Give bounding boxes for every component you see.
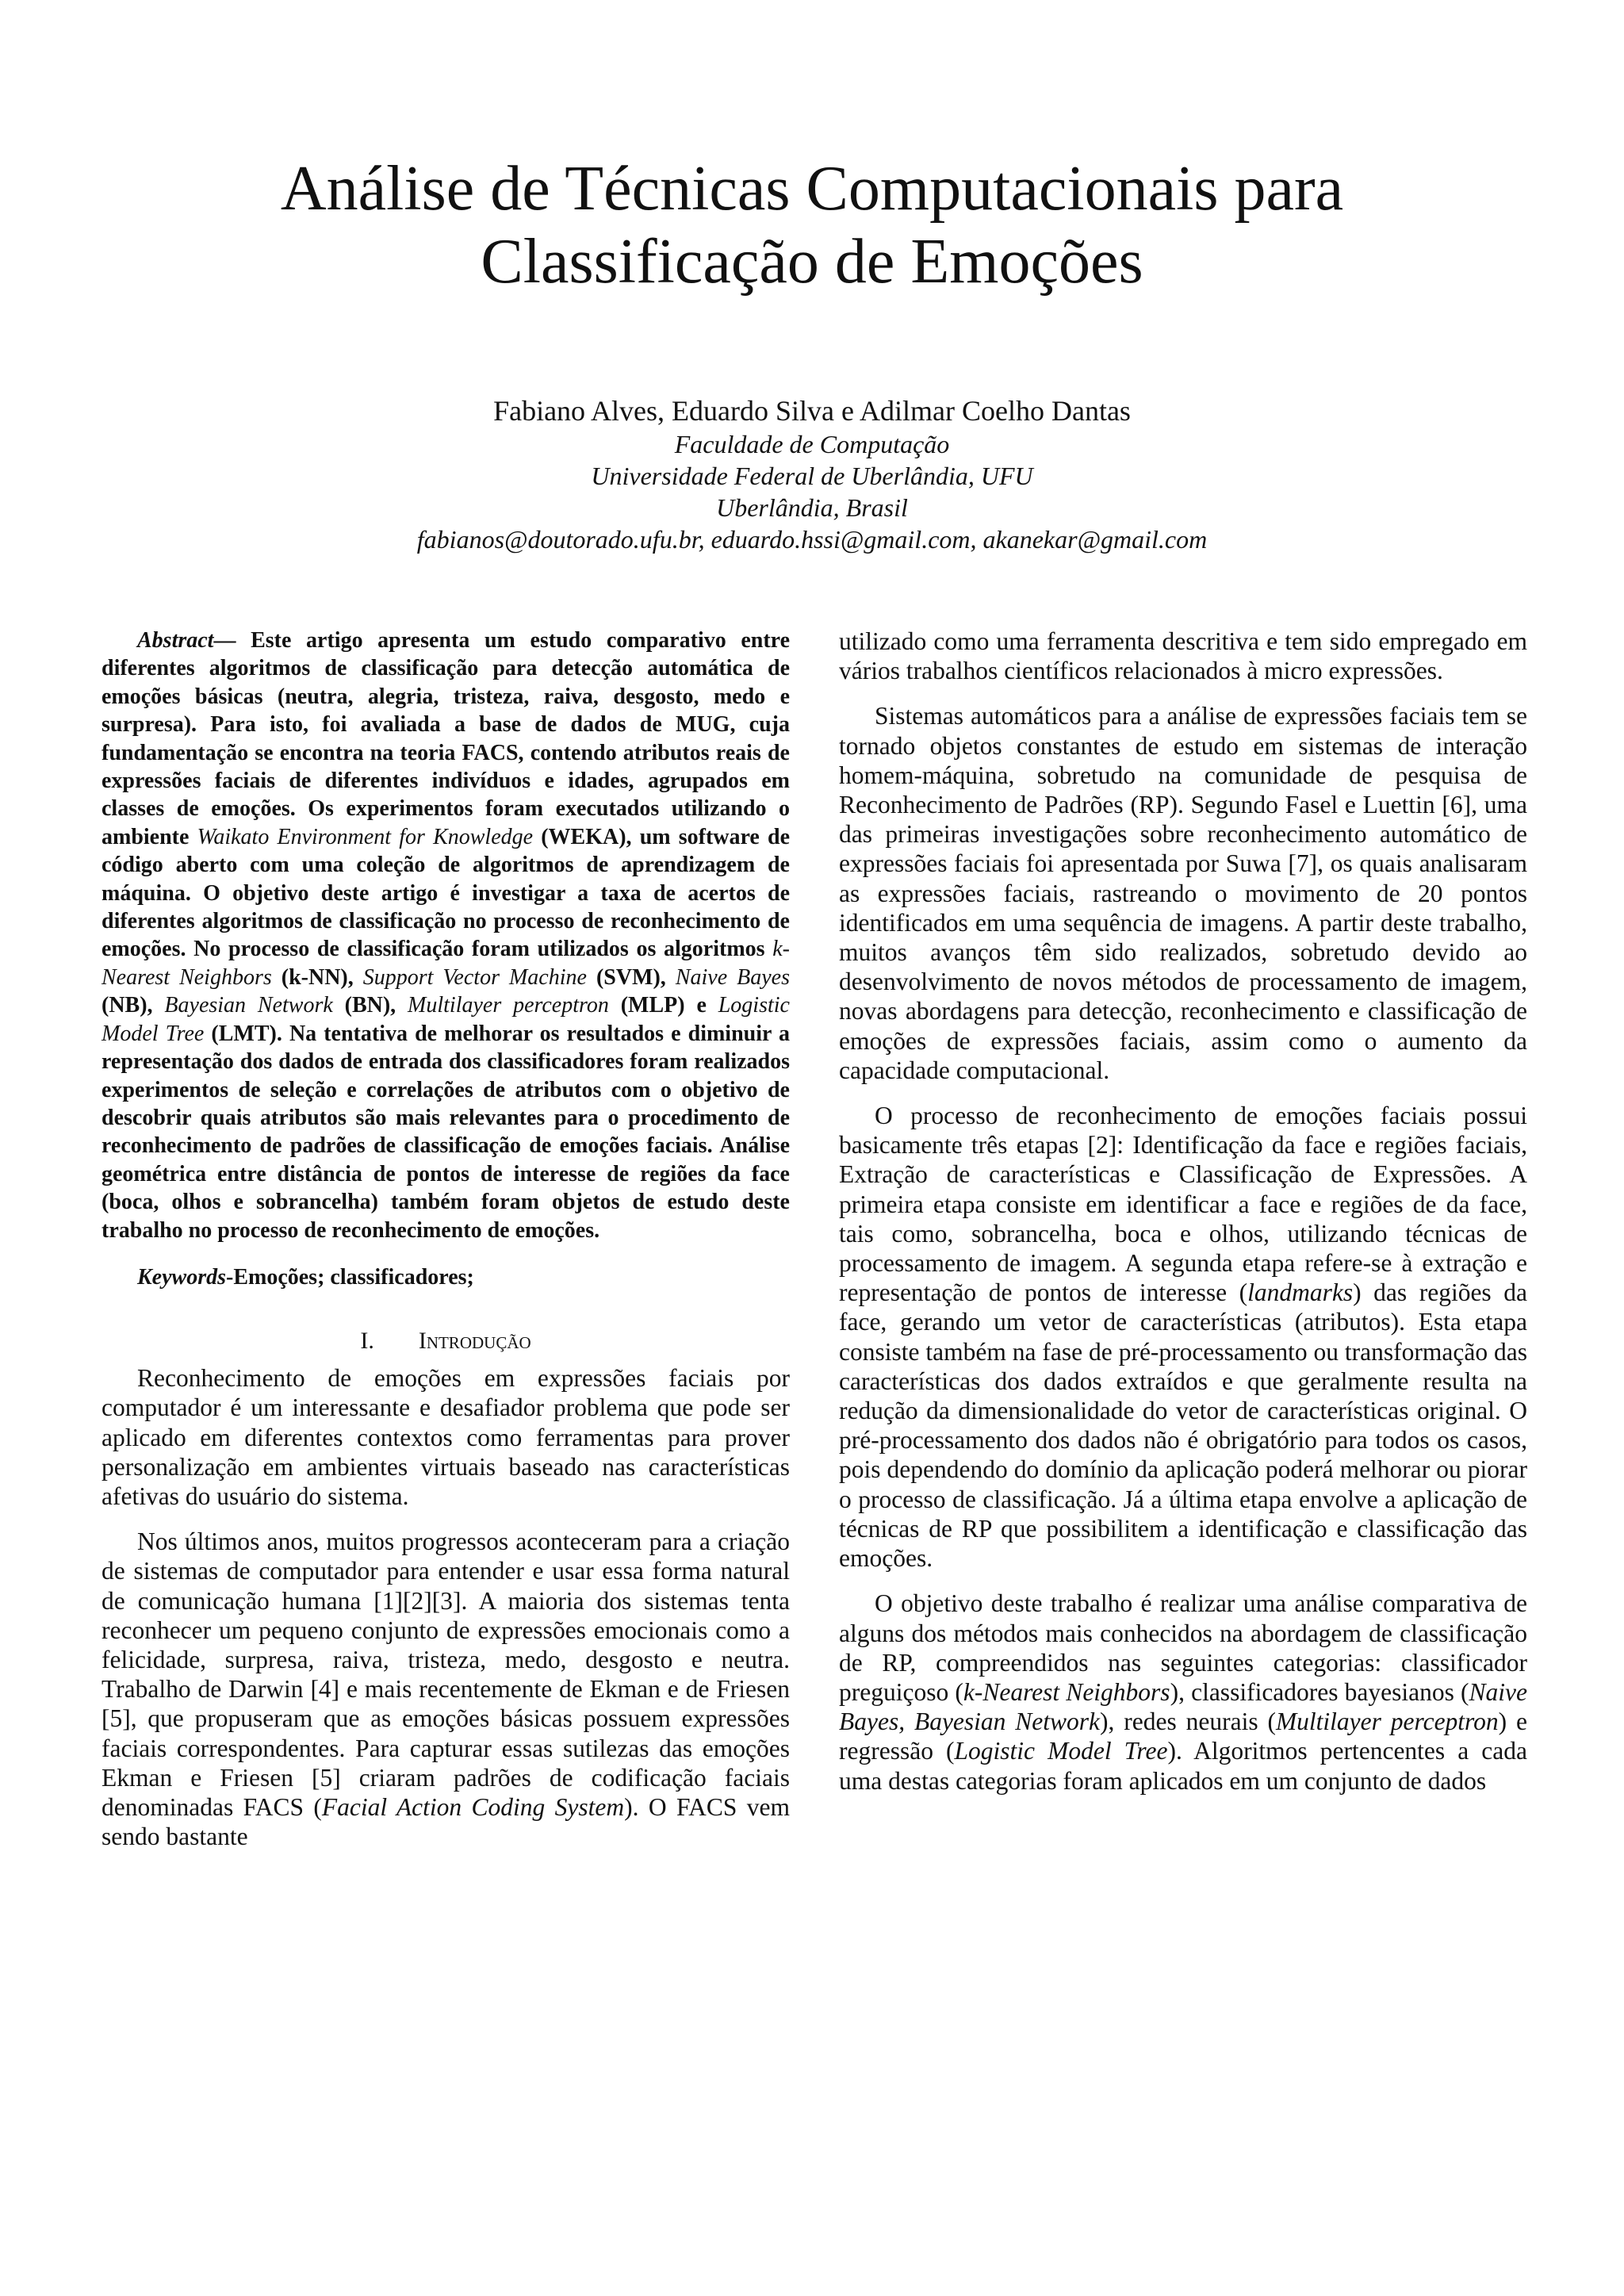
- section-heading-introduction: [102, 1326, 790, 1355]
- author-names: Fabiano Alves, Eduardo Silva e Adilmar Coelho Dantas: [493, 395, 1131, 427]
- abstract-text-2: (WEKA), um software de código aberto com uma coleção de algoritmos de aprendizagem de máquina. O objetivo deste artigo é investigar a taxa de acertos de diferentes algoritmos de classificação no processo de reconhecimento de emoções. No processo de classificação foram utilizados os algoritmos: [102, 824, 791, 962]
- abstract-italic-2: k-Nearest Neighbors: [102, 937, 790, 990]
- right-paragraph-3: [839, 1589, 1527, 1795]
- left-column: [102, 627, 790, 1851]
- title-line-1: Análise de Técnicas Computacionais para: [280, 154, 1344, 224]
- right-paragraph-2: [839, 1101, 1527, 1573]
- right-paragraph-3-text-e: ). Algoritmos pertencentes a cada uma destas categorias foram aplicados em um conjunto de dados: [839, 1737, 1527, 1795]
- right-paragraph-1: Sistemas automáticos para a análise de expressões faciais tem se tornado objetos constantes de estudo em sistemas de interação homem-máquina, sobretudo na comunidade de pesquisa de Reconhecimento de Padrões (RP). Segundo Fasel e Luettin [6], uma das primeiras investigações sobre reconhecimento automático de expressões faciais foi apresentada por Suwa [7], os quais analisaram as expressões faciais, rastreando o movimento de 20 pontos identificados em uma sequência de imagens. A partir deste trabalho, muitos avanços têm sido realizados, sobretudo devido ao desenvolvimento de novos métodos de processamento de imagem, novas abordagens para detecção, reconhecimento e classificação de emoções de expressões faciais, assim como o aumento da capacidade computacional.: [839, 702, 1527, 1084]
- right-column: [839, 627, 1527, 1796]
- keywords: [102, 1263, 790, 1291]
- paper-title: [159, 152, 1465, 298]
- right-paragraph-3-italic-3: Multilayer perceptron: [1275, 1708, 1499, 1736]
- right-paragraph-3-text-c: ), redes neurais (: [1100, 1708, 1276, 1736]
- abstract-text-5: (NB),: [102, 993, 165, 1018]
- abstract-text-8: (LMT). Na tentativa de melhorar os resultados e diminuir a representação dos dados de entrada dos classificadores foram realizados experimentos de seleção e correlações de atributos com o objetivo de descobrir quais atributos são mais relevantes para o procedimento de reconhecimento de padrões de classificação de emoções faciais. Análise geométrica entre distância de pontos de interesse de regiões da face (boca, olhos e sobrancelha) também foram objetos de estudo deste trabalho no processo de reconhecimento de emoções.: [102, 1021, 790, 1243]
- intro-paragraph-2: [102, 1527, 790, 1851]
- affiliation-location: Uberlândia, Brasil: [716, 493, 908, 522]
- abstract-text-4: (SVM),: [586, 964, 676, 990]
- abstract: [102, 627, 790, 1244]
- abstract-text-6: (BN),: [332, 993, 408, 1018]
- intro-paragraph-2-italic: Facial Action Coding System: [321, 1792, 625, 1821]
- intro-paragraph-2-text-b: ). O FACS vem sendo bastante: [102, 1792, 791, 1851]
- right-paragraph-3-text-b: ), classificadores bayesianos (: [1170, 1677, 1469, 1706]
- author-block: [159, 393, 1465, 555]
- right-paragraph-3-italic-2: Naive Bayes, Bayesian Network: [839, 1677, 1528, 1736]
- abstract-text-3: (k-NN),: [271, 964, 363, 990]
- title-line-2: Classificação de Emoções: [481, 227, 1143, 297]
- abstract-dash: —: [213, 628, 251, 653]
- keywords-label: Keywords: [137, 1264, 226, 1290]
- abstract-text-1: Este artigo apresenta um estudo comparativo entre diferentes algoritmos de classificação para detecção automática de emoções básicas (neutra, alegria, tristeza, raiva, desgosto, medo e surpresa). Para isto, foi avaliada a base de dados de MUG, cuja fundamentação se encontra na teoria FACS, contendo atributos reais de expressões faciais de diferentes indivíduos e idades, agrupados em classes de emoções. Os experimentos foram executados utilizando o ambiente: [102, 628, 791, 849]
- intro-paragraph-2-text-a: Nos últimos anos, muitos progressos aconteceram para a criação de sistemas de computador para entender e usar essa forma natural de comunicação humana [1][2][3]. A maioria dos sistemas tenta reconhecer um pequeno conjunto de expressões emocionais como a felicidade, surpresa, raiva, tristeza, medo, desgosto e neutra. Trabalho de Darwin [4] e mais recentemente de Ekman e de Friesen [5], que propuseram que as emoções básicas possuem expressões faciais correspondentes. Para capturar essas sutilezas das emoções Ekman e Friesen [5] criaram padrões de codificação faciais denominadas FACS (: [102, 1527, 790, 1821]
- abstract-italic-7: Logistic Model Tree: [102, 993, 790, 1046]
- abstract-italic-5: Bayesian Network: [164, 993, 333, 1018]
- abstract-italic-6: Multilayer perceptron: [408, 993, 609, 1018]
- abstract-text-7: (MLP) e: [608, 993, 718, 1018]
- intro-paragraph-1: Reconhecimento de emoções em expressões faciais por computador é um interessante e desafiador problema que pode ser aplicado em diferentes contextos como ferramentas para prover personalização em ambientes virtuais baseado nas características afetivas do usuário do sistema.: [102, 1364, 790, 1510]
- right-paragraph-2-italic: landmarks: [1247, 1278, 1354, 1307]
- author-emails: fabianos@doutorado.ufu.br, eduardo.hssi@gmail.com, akanekar@gmail.com: [416, 525, 1208, 554]
- section-number: I.: [360, 1327, 374, 1354]
- affiliation-university: Universidade Federal de Uberlândia, UFU: [591, 462, 1033, 490]
- right-paragraph-2-text-a: O processo de reconhecimento de emoções faciais possui basicamente três etapas [2]: Identificação da face e regiões faciais, Extração de características e Classificação de Expressões. A primeira etapa consiste em identificar a face e regiões de da face, tais como, sobrancelha, boca e olhos, utilizando técnicas de processamento de imagem. A segunda etapa refere-se à extração e representação de pontos de interesse (: [839, 1102, 1527, 1307]
- keywords-text: -Emoções; classificadores;: [226, 1264, 474, 1290]
- abstract-label: Abstract: [137, 628, 214, 653]
- right-paragraph-3-text-a: O objetivo deste trabalho é realizar uma análise comparativa de alguns dos métodos mais conhecidos na abordagem de classificação de RP, compreendidos nas seguintes categorias: classificador preguiçoso (: [839, 1589, 1527, 1706]
- right-paragraph-3-text-d: ) e regressão (: [839, 1708, 1527, 1765]
- right-paragraph-3-italic-4: Logistic Model Tree: [954, 1737, 1168, 1765]
- section-title: Introdução: [418, 1327, 531, 1354]
- right-paragraph-3-italic-1: k-Nearest Neighbors: [963, 1677, 1170, 1706]
- right-paragraph-2-text-b: ) das regiões da face, gerando um vetor de características (atributos). Esta etapa consiste também na fase de pré-processamento ou transformação das características dos dados extraídos e que geralmente resulta na redução da dimensionalidade do vetor de características original. O pré-processamento dos dados não é obrigatório para todos os casos, pois dependendo do domínio da aplicação poderá melhorar ou piorar o processo de classificação. Já a última etapa envolve a aplicação de técnicas de RP que possibilitem a identificação e classificação das emoções.: [839, 1278, 1527, 1573]
- affiliation-faculty: Faculdade de Computação: [674, 430, 950, 458]
- abstract-italic-4: Naive Bayes: [675, 964, 790, 990]
- right-paragraph-continuation: utilizado como uma ferramenta descritiva e tem sido empregado em vários trabalhos científicos relacionados à micro expressões.: [839, 627, 1527, 685]
- abstract-italic-1: Waikato Environment for Knowledge: [197, 824, 534, 849]
- abstract-italic-3: Support Vector Machine: [362, 964, 587, 990]
